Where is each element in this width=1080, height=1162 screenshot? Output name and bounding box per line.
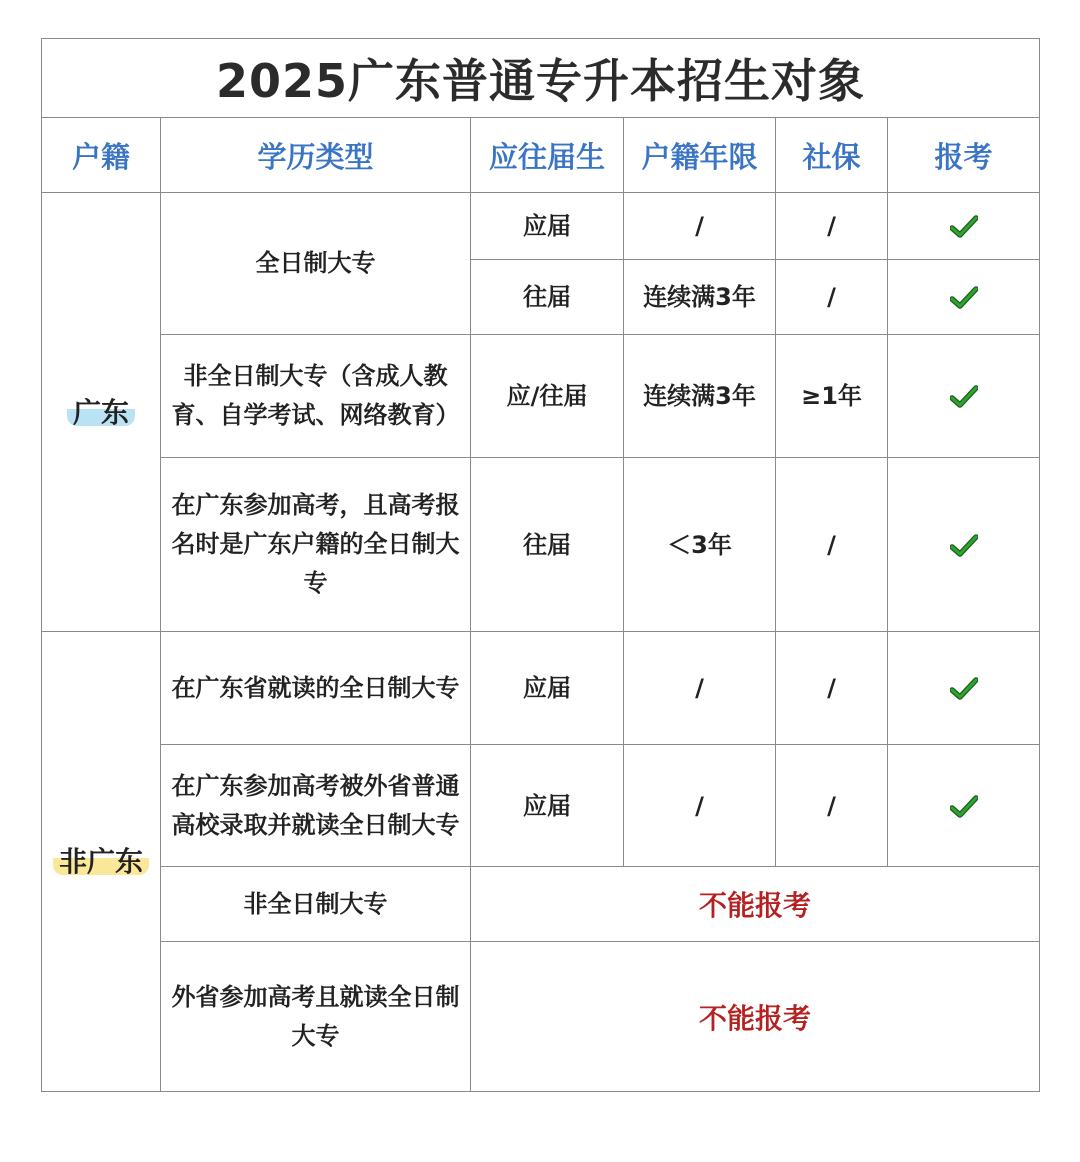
education-type-cell: 在广东省就读的全日制大专 [161,632,471,745]
check-icon [950,531,978,559]
region-non-guangdong-label: 非广东 [53,849,149,875]
household-years-cell: 连续满3年 [624,335,776,458]
not-eligible-label: 不能报考 [471,867,1040,942]
table-row [42,632,1040,745]
title-row [42,39,1040,118]
region-guangdong-label: 广东 [67,400,135,426]
check-icon [950,212,978,240]
check-icon [950,382,978,410]
table-row [42,867,1040,942]
graduate-status-cell: 应届 [471,632,624,745]
social-insurance-cell: / [776,193,888,260]
social-insurance-cell: / [776,458,888,632]
header-social-insurance: 社保 [776,118,888,193]
social-insurance-cell: / [776,260,888,335]
graduate-status-cell: 应/往届 [471,335,624,458]
eligible-cell [888,632,1040,745]
eligible-cell [888,458,1040,632]
table-row [42,942,1040,1092]
education-type-cell: 外省参加高考且就读全日制大专 [161,942,471,1092]
table-row [42,458,1040,632]
graduate-status-cell: 往届 [471,260,624,335]
table-row [42,335,1040,458]
table-row [42,193,1040,260]
education-type-cell: 全日制大专 [161,193,471,335]
eligible-cell [888,260,1040,335]
eligible-cell [888,335,1040,458]
region-non-guangdong-cell [42,632,161,1092]
not-eligible-label: 不能报考 [471,942,1040,1092]
social-insurance-cell: / [776,745,888,867]
admission-table-sheet [41,38,1039,1092]
household-years-cell: / [624,193,776,260]
social-insurance-cell: / [776,632,888,745]
check-icon [950,674,978,702]
admission-table [41,38,1040,1092]
header-education-type: 学历类型 [161,118,471,193]
household-years-cell: 连续满3年 [624,260,776,335]
region-guangdong-cell [42,193,161,632]
eligible-cell [888,745,1040,867]
check-icon [950,283,978,311]
household-years-cell: ＜3年 [624,458,776,632]
social-insurance-cell: ≥1年 [776,335,888,458]
education-type-cell: 在广东参加高考，且高考报名时是广东户籍的全日制大专 [161,458,471,632]
graduate-status-cell: 应届 [471,193,624,260]
household-years-cell: / [624,745,776,867]
header-graduate-status: 应往届生 [471,118,624,193]
header-eligible: 报考 [888,118,1040,193]
education-type-cell: 在广东参加高考被外省普通高校录取并就读全日制大专 [161,745,471,867]
graduate-status-cell: 往届 [471,458,624,632]
education-type-cell: 非全日制大专 [161,867,471,942]
household-years-cell: / [624,632,776,745]
header-household: 户籍 [42,118,161,193]
eligible-cell [888,193,1040,260]
education-type-cell: 非全日制大专（含成人教育、自学考试、网络教育） [161,335,471,458]
graduate-status-cell: 应届 [471,745,624,867]
header-household-years: 户籍年限 [624,118,776,193]
table-row [42,745,1040,867]
page-title: 2025广东普通专升本招生对象 [42,39,1040,118]
check-icon [950,792,978,820]
header-row [42,118,1040,193]
